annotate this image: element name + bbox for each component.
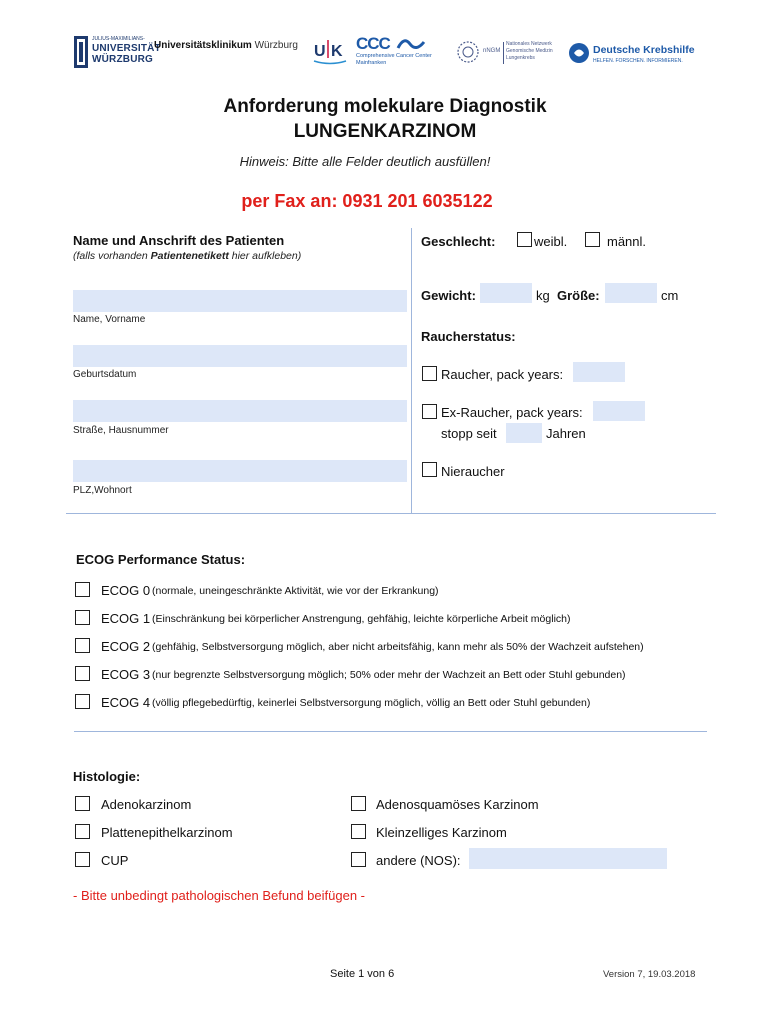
ecog-1-checkbox[interactable] xyxy=(75,610,90,625)
ecog-0-checkbox[interactable] xyxy=(75,582,90,597)
logo-cccmf xyxy=(356,34,448,68)
height-label: Größe: xyxy=(557,288,600,303)
street-field[interactable] xyxy=(73,400,407,422)
weight-field[interactable] xyxy=(480,283,532,303)
logo-klinikum-bold: Universitätsklinikum xyxy=(154,40,252,51)
section-rule-1 xyxy=(66,513,716,514)
ecog-3-desc: (nur begrenzte Selbstversorgung möglich; 50% oder mehr der Wachzeit an Bett oder Stuhl gebunden) xyxy=(152,669,626,681)
svg-text:K: K xyxy=(331,43,343,60)
histology-heading: Histologie: xyxy=(73,769,141,784)
title-line2: LUNGENKARZINOM xyxy=(293,121,477,142)
column-divider xyxy=(411,228,412,513)
ex-smoker-pack-years-field[interactable] xyxy=(593,401,645,421)
other-label: andere (NOS): xyxy=(376,853,461,868)
fax-number: per Fax an: 0931 201 6035122 xyxy=(241,191,493,211)
logo-universitaet-wuerzburg xyxy=(74,36,161,68)
smoker-label: Raucher, pack years: xyxy=(441,367,564,382)
name-label: Name, Vorname xyxy=(73,314,146,325)
logo-ccc-abbr: CCC xyxy=(356,34,390,53)
height-field[interactable] xyxy=(605,283,657,303)
stop-since-field[interactable] xyxy=(506,423,542,443)
ecog-1-code: ECOG 1 xyxy=(101,611,151,626)
non-smoker-label: Nieraucher xyxy=(441,464,505,479)
page-number: Seite 1 von 6 xyxy=(330,968,395,980)
logo-nngm-abbr: nNGM xyxy=(483,48,501,54)
logo-nngm-line2: Genomische Medizin xyxy=(506,48,553,54)
logo-ccc-line1: Comprehensive Cancer Center xyxy=(356,53,432,59)
version-info: Version 7, 19.03.2018 xyxy=(603,969,696,980)
ecog-2-checkbox[interactable] xyxy=(75,638,90,653)
logo-nngm xyxy=(456,40,560,68)
dob-field[interactable] xyxy=(73,345,407,367)
adeno-checkbox[interactable] xyxy=(75,796,90,811)
logo-nngm-line3: Lungenkrebs xyxy=(506,55,535,61)
hint-text: Hinweis: Bitte alle Felder deutlich ausfüllen! xyxy=(239,154,491,169)
non-smoker-checkbox[interactable] xyxy=(422,462,437,477)
logo-dkh-title: Deutsche Krebshilfe xyxy=(593,44,695,56)
logo-ccc-wave-icon xyxy=(396,36,430,52)
small-cell-label: Kleinzelliges Karzinom xyxy=(376,825,507,840)
adenosquam-label: Adenosquamöses Karzinom xyxy=(376,797,539,812)
street-label: Straße, Hausnummer xyxy=(73,425,169,436)
other-checkbox[interactable] xyxy=(351,852,366,867)
logo-uni-small-text: JULIUS-MAXIMILIANS- xyxy=(92,36,145,42)
name-field[interactable] xyxy=(73,290,407,312)
other-field[interactable] xyxy=(469,848,667,869)
female-label: weibl. xyxy=(534,234,568,249)
pathology-note: - Bitte unbedingt pathologischen Befund beifügen - xyxy=(73,888,365,903)
patient-subheading xyxy=(73,250,301,262)
smoker-pack-years-field[interactable] xyxy=(573,362,625,382)
ecog-4-checkbox[interactable] xyxy=(75,694,90,709)
logo-deutsche-krebshilfe xyxy=(568,42,695,68)
city-label: PLZ,Wohnort xyxy=(73,485,132,496)
svg-text:U: U xyxy=(314,43,326,60)
logo-uni-line2: WÜRZBURG xyxy=(92,54,154,65)
smoker-checkbox[interactable] xyxy=(422,366,437,381)
ecog-0-code: ECOG 0 xyxy=(101,583,151,598)
ecog-2-code: ECOG 2 xyxy=(101,639,151,654)
logo-universitaetsklinikum xyxy=(154,40,298,51)
city-field[interactable] xyxy=(73,460,407,482)
logo-dkh-sub: HELFEN. FORSCHEN. INFORMIEREN. xyxy=(593,58,683,64)
patient-sub-bold: Patientenetikett xyxy=(150,250,229,262)
logo-uni-line1: UNIVERSITÄT xyxy=(92,43,161,54)
logo-klinikum-city: Würzburg xyxy=(254,40,298,51)
cup-label: CUP xyxy=(101,853,129,868)
male-checkbox[interactable] xyxy=(585,232,600,247)
patient-heading: Name und Anschrift des Patienten xyxy=(73,233,285,248)
ecog-3-checkbox[interactable] xyxy=(75,666,90,681)
squamous-label: Plattenepithelkarzinom xyxy=(101,825,233,840)
dob-label: Geburtsdatum xyxy=(73,369,137,380)
patient-sub-pre: (falls vorhanden xyxy=(73,250,151,262)
section-rule-2 xyxy=(74,731,707,732)
ecog-4-code: ECOG 4 xyxy=(101,695,151,710)
adenosquam-checkbox[interactable] xyxy=(351,796,366,811)
kg-unit: kg xyxy=(536,288,550,303)
female-checkbox[interactable] xyxy=(517,232,532,247)
ecog-4-desc: (völlig pflegebedürftig, keinerlei Selbstversorgung möglich, völlig an Bett oder Stuhl gebunden) xyxy=(152,697,591,709)
ex-smoker-label: Ex-Raucher, pack years: xyxy=(441,405,583,420)
patient-sub-post: hier aufkleben) xyxy=(228,250,302,262)
title-line1: Anforderung molekulare Diagnostik xyxy=(223,96,547,117)
ecog-heading: ECOG Performance Status: xyxy=(76,552,246,567)
adeno-label: Adenokarzinom xyxy=(101,797,192,812)
gender-label: Geschlecht: xyxy=(421,234,496,249)
cup-checkbox[interactable] xyxy=(75,852,90,867)
male-label: männl. xyxy=(607,234,647,249)
page-title xyxy=(0,94,770,144)
logo-ukw xyxy=(312,36,348,66)
ecog-1-desc: (Einschränkung bei körperlicher Anstrengung, gehfähig, leichte körperliche Arbeit möglich) xyxy=(152,613,571,625)
nngm-globe-icon xyxy=(456,40,480,64)
logo-ccc-line2: Mainfranken xyxy=(356,60,387,66)
ex-smoker-checkbox[interactable] xyxy=(422,404,437,419)
weight-label: Gewicht: xyxy=(421,288,476,303)
cm-unit: cm xyxy=(661,288,679,303)
ecog-2-desc: (gehfähig, Selbstversorgung möglich, aber nicht arbeitsfähig, kann mehr als 50% der Wachzeit aufstehen) xyxy=(152,641,644,653)
krebshilfe-swirl-icon xyxy=(568,42,590,64)
ecog-3-code: ECOG 3 xyxy=(101,667,151,682)
ecog-0-desc: (normale, uneingeschränkte Aktivität, wie vor der Erkrankung) xyxy=(152,585,439,597)
squamous-checkbox[interactable] xyxy=(75,824,90,839)
small-cell-checkbox[interactable] xyxy=(351,824,366,839)
smoker-status-heading: Raucherstatus: xyxy=(421,329,516,344)
years-label: Jahren xyxy=(546,426,586,441)
stop-since-label: stopp seit xyxy=(441,426,497,441)
logo-nngm-line1: Nationales Netzwerk xyxy=(506,41,552,47)
